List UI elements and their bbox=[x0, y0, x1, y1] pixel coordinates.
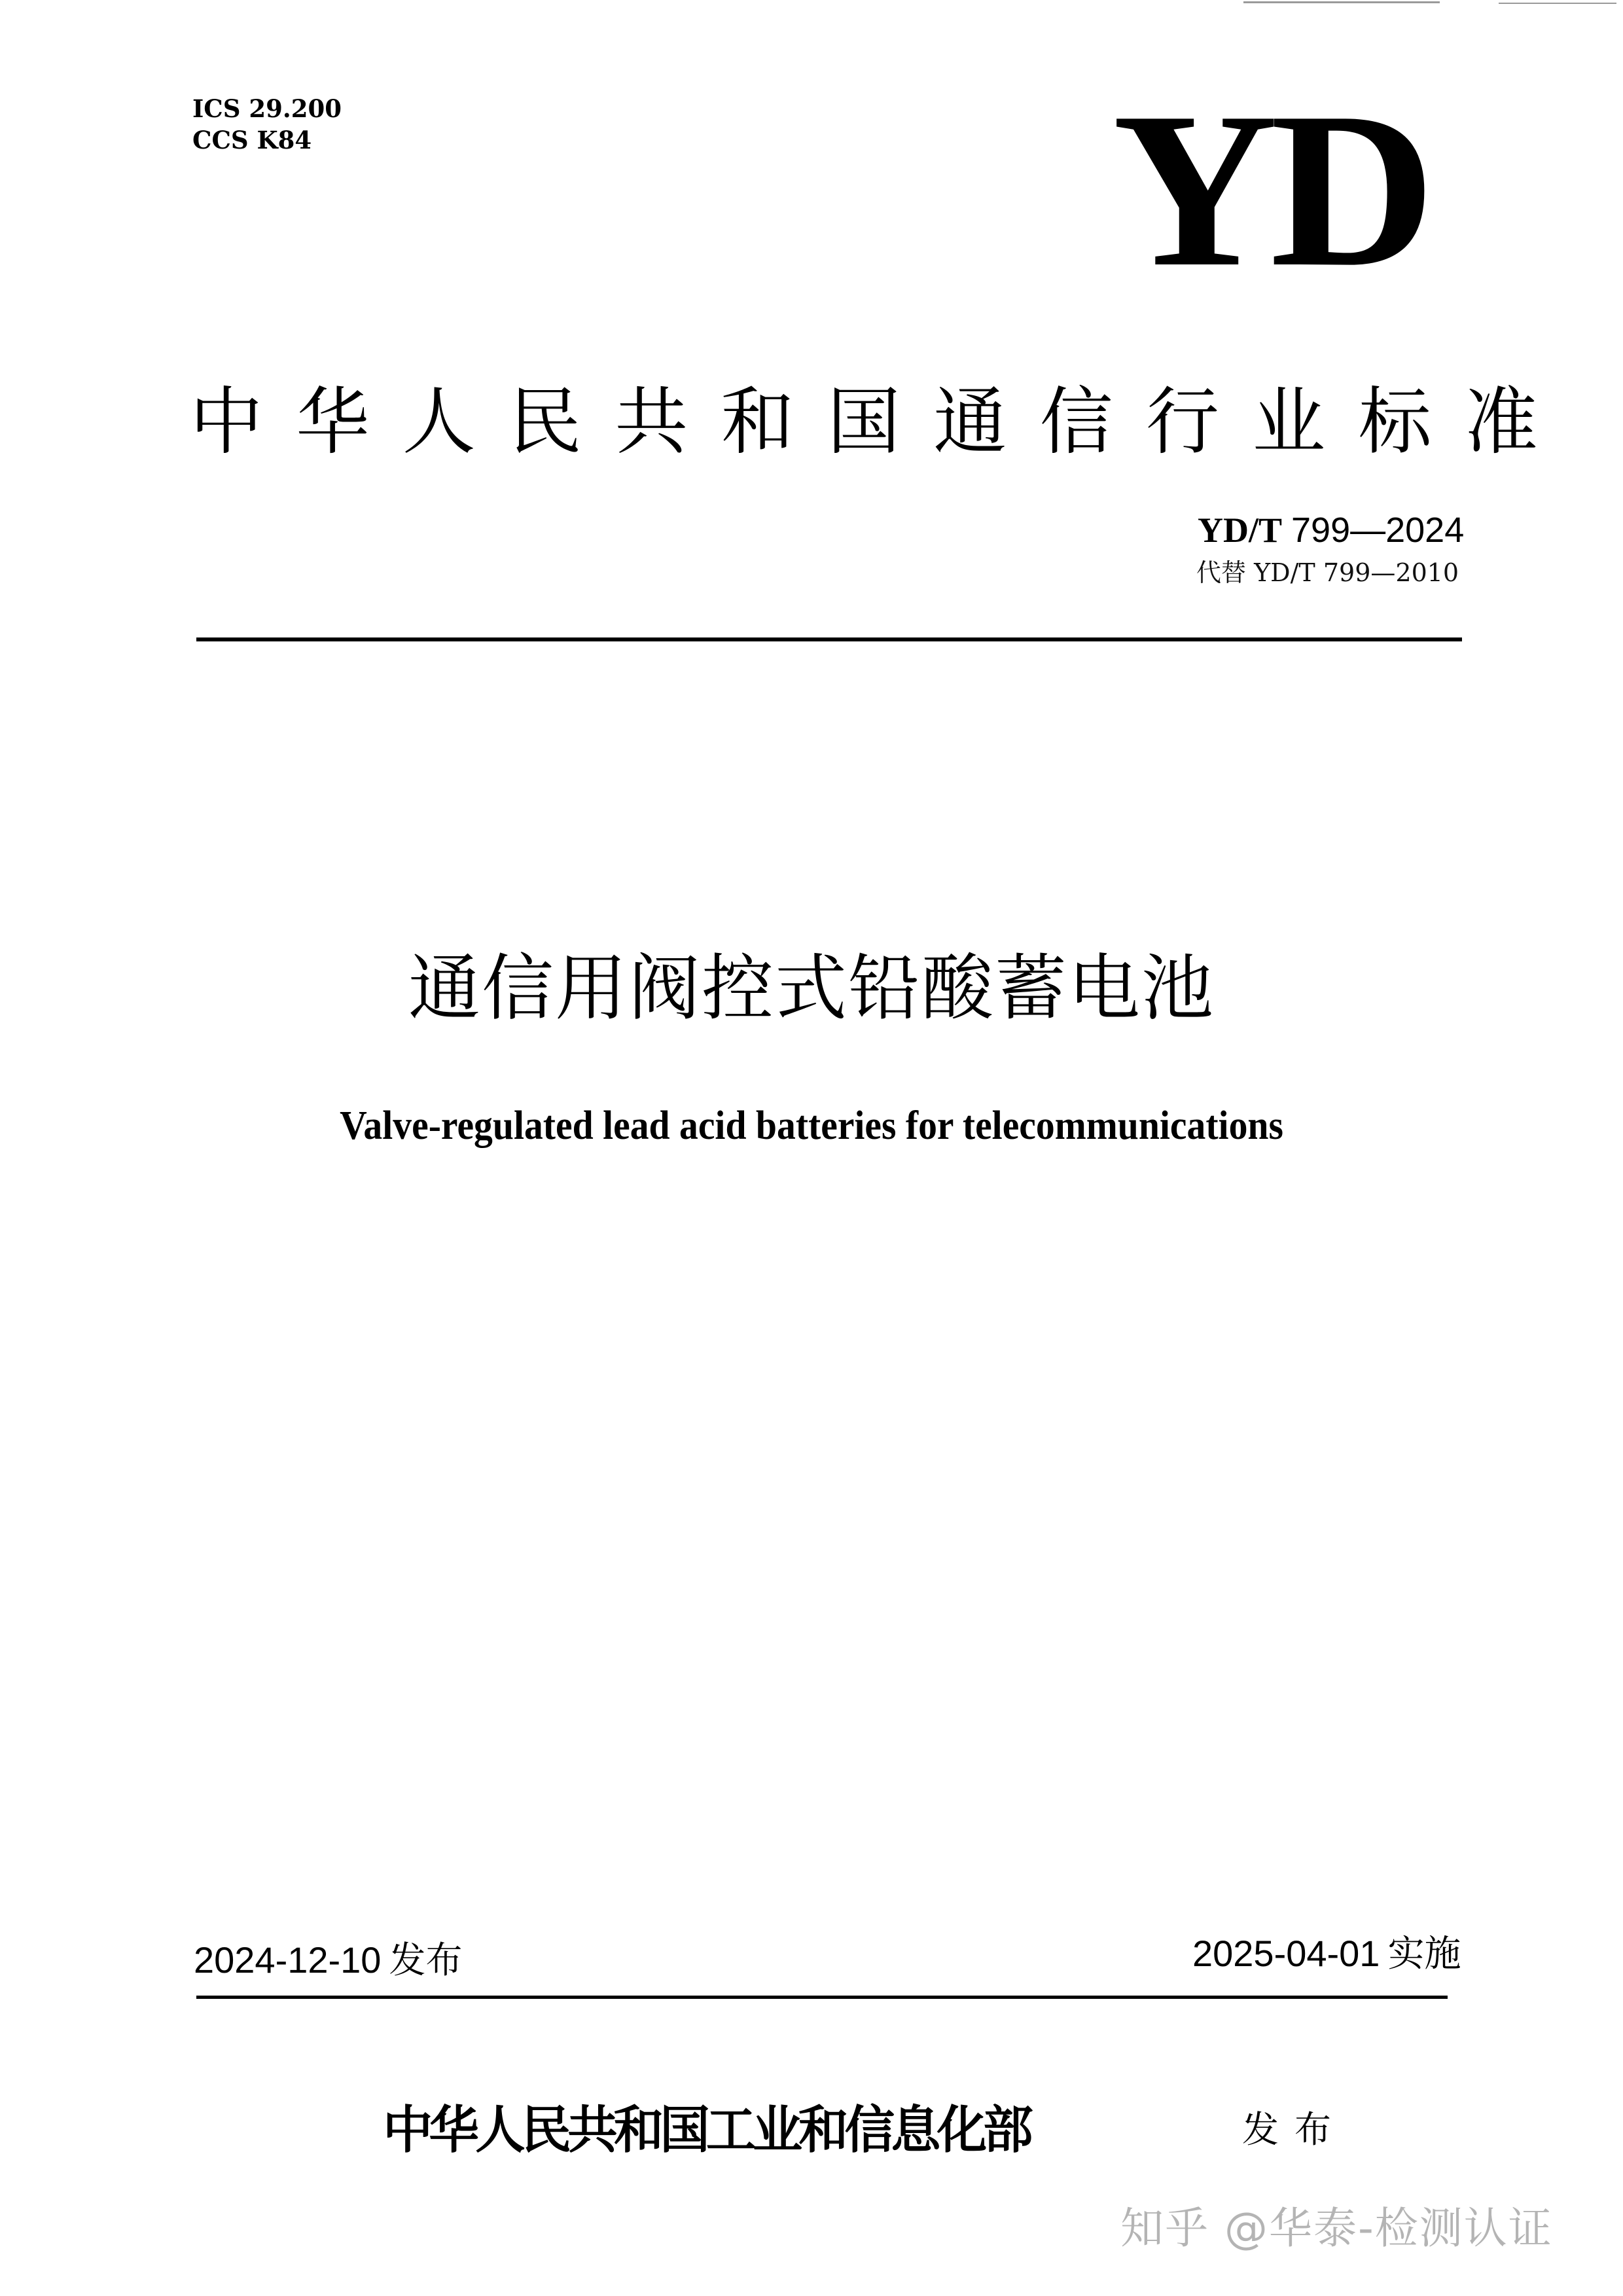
publish-date-value: 2024-12-10 bbox=[194, 1939, 382, 1981]
implement-date-label: 实施 bbox=[1387, 1933, 1461, 1975]
standard-code: YD/T bbox=[1198, 511, 1283, 550]
scan-artifacts bbox=[0, 0, 1623, 5]
industry-title-char: 共 bbox=[615, 380, 688, 465]
implement-date-value: 2025-04-01 bbox=[1192, 1933, 1380, 1974]
publish-date bbox=[194, 1937, 462, 1984]
industry-title-char: 行 bbox=[1145, 380, 1219, 465]
publisher-action: 发布 bbox=[1242, 2109, 1347, 2151]
yd-logo: YD bbox=[1113, 66, 1428, 313]
industry-title-char: 中 bbox=[190, 380, 263, 465]
industry-title-char: 标 bbox=[1358, 380, 1432, 465]
industry-title-char: 民 bbox=[508, 380, 582, 465]
industry-title-char: 信 bbox=[1039, 380, 1113, 465]
document-title-zh: 通信用阀控式铅酸蓄电池 bbox=[408, 946, 1215, 1030]
standard-number-value: 799—2024 bbox=[1291, 511, 1465, 550]
standard-number bbox=[1198, 507, 1464, 553]
watermark: 知乎 @华泰-检测认证 bbox=[1120, 2203, 1553, 2253]
ics-code: ICS 29.200 bbox=[192, 94, 342, 123]
industry-title-char: 业 bbox=[1252, 380, 1326, 465]
industry-title-char: 人 bbox=[402, 380, 476, 465]
industry-standard-title bbox=[190, 373, 1538, 471]
publish-date-label: 发布 bbox=[389, 1939, 463, 1982]
industry-title-char: 准 bbox=[1464, 380, 1538, 465]
industry-title-char: 华 bbox=[296, 380, 370, 465]
implement-date bbox=[1192, 1931, 1461, 1977]
bottom-divider bbox=[196, 1996, 1448, 1999]
replaces-standard: 代替 YD/T 799—2010 bbox=[1196, 558, 1459, 587]
publisher-name: 中华人民共和国工业和信息化部 bbox=[383, 2100, 1029, 2160]
top-divider bbox=[196, 637, 1462, 641]
industry-title-char: 和 bbox=[721, 380, 794, 465]
industry-title-char: 国 bbox=[827, 380, 901, 465]
industry-title-char: 通 bbox=[933, 380, 1007, 465]
document-title-en: Valve-regulated lead acid batteries for telecommunications bbox=[340, 1103, 1283, 1148]
ccs-code: CCS K84 bbox=[192, 126, 312, 154]
